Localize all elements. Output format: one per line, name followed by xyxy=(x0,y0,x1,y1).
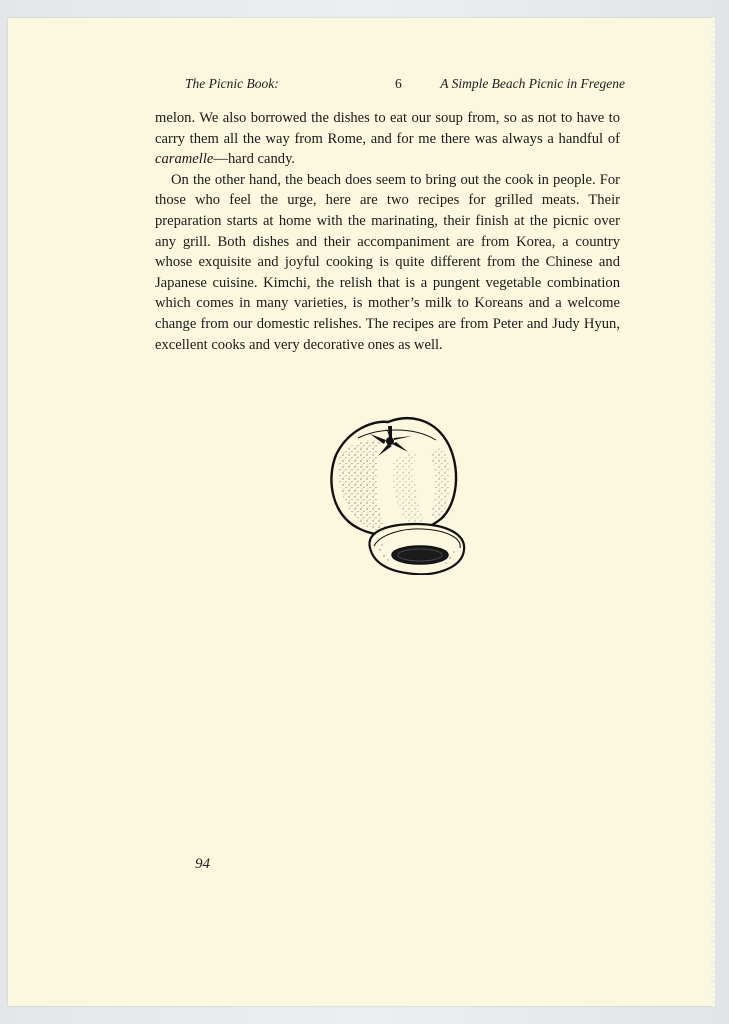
running-head-chapter-number: 6 xyxy=(395,76,402,91)
paragraph-1-italic-word: caramelle xyxy=(155,151,214,168)
tomato-illustration xyxy=(318,400,468,575)
paragraph-1-text-b: —hard candy. xyxy=(213,151,296,168)
paragraph-1 xyxy=(155,108,620,170)
running-head-book-title: The Picnic Book: xyxy=(185,76,279,91)
tomato-drawing-icon xyxy=(318,400,468,575)
paragraph-2: On the other hand, the beach does seem to bring out the cook in people. For those who feel the urge, here are two recipes for grilled meats. Their preparation starts at home with the marinating, their finish at the picnic over any grill. Both dishes and their accompaniment are from Korea, a country whose exquisite and joyful cooking is quite different from the Chinese and Japanese cuisine. Kimchi, the relish that is a pungent vegetable combination which comes in many varieties, is mother’s milk to Koreans and a welcome change from our domestic relishes. The recipes are from Peter and Judy Hyun, excellent cooks and very decorative ones as well. xyxy=(155,171,620,353)
running-head xyxy=(185,76,625,96)
paragraph-1-text-a: melon. We also borrowed the dishes to eat our soup from, so as not to have to carry them all the way from Rome, and for me there was always a handful of xyxy=(155,110,620,147)
running-head-chapter-title: A Simple Beach Picnic in Fregene xyxy=(440,76,625,91)
page-number: 94 xyxy=(195,856,210,872)
body-text xyxy=(155,108,620,355)
book-page xyxy=(8,18,712,1006)
